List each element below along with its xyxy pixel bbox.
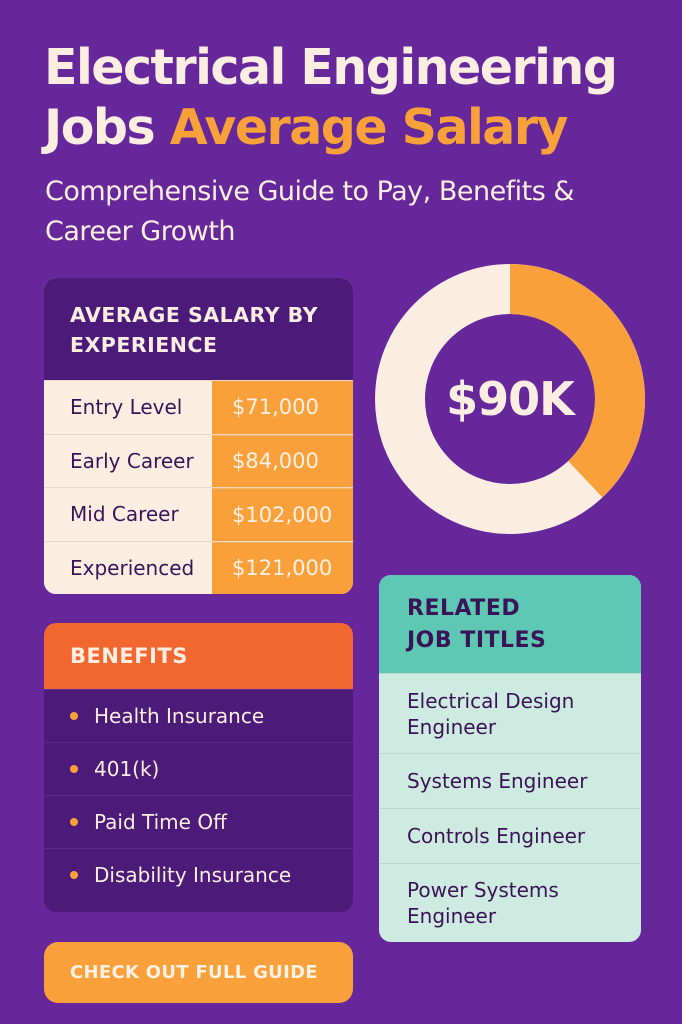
page-title xyxy=(44,38,664,158)
salary-level-label: Mid Career xyxy=(44,488,212,541)
salary-row xyxy=(44,487,353,541)
salary-amount: $102,000 xyxy=(212,488,353,541)
benefit-label: Disability Insurance xyxy=(94,863,292,887)
related-jobs-heading-text: RELATED JOB TITLES xyxy=(407,596,547,653)
salary-amount: $71,000 xyxy=(212,381,353,434)
salary-level-label: Early Career xyxy=(44,435,212,488)
salary-by-experience-card xyxy=(44,278,353,594)
related-job-titles-card xyxy=(379,575,641,942)
benefit-label: Health Insurance xyxy=(94,704,265,728)
salary-amount: $84,000 xyxy=(212,435,353,488)
check-out-full-guide-button[interactable]: CHECK OUT FULL GUIDE xyxy=(44,942,353,1003)
salary-row xyxy=(44,541,353,595)
benefit-label: 401(k) xyxy=(94,757,160,781)
salary-amount: $121,000 xyxy=(212,542,353,595)
salary-level-label: Entry Level xyxy=(44,381,212,434)
bullet-dot-icon xyxy=(70,818,78,826)
salary-row xyxy=(44,380,353,434)
benefit-label: Paid Time Off xyxy=(94,810,227,834)
salary-level-label: Experienced xyxy=(44,542,212,595)
salary-card-heading: AVERAGE SALARY BY EXPERIENCE xyxy=(44,278,353,380)
benefit-item xyxy=(44,848,353,901)
bullet-dot-icon xyxy=(70,765,78,773)
related-job-item: Electrical Design Engineer xyxy=(379,673,641,753)
related-jobs-heading xyxy=(379,575,641,673)
bullet-dot-icon xyxy=(70,712,78,720)
related-job-item: Controls Engineer xyxy=(379,808,641,863)
page-subtitle: Comprehensive Guide to Pay, Benefits & Career Growth xyxy=(45,176,574,247)
page-title-accent: Average Salary xyxy=(169,99,567,156)
related-job-item: Systems Engineer xyxy=(379,753,641,808)
donut-center-value: $90K xyxy=(446,372,574,426)
salary-row xyxy=(44,434,353,488)
page-title-main: Electrical Engineering Jobs xyxy=(44,39,617,156)
benefits-heading: BENEFITS xyxy=(44,623,353,689)
benefit-item xyxy=(44,742,353,795)
bullet-dot-icon xyxy=(70,871,78,879)
benefit-item xyxy=(44,689,353,742)
benefit-item xyxy=(44,795,353,848)
benefits-card xyxy=(44,623,353,912)
related-job-item: Power Systems Engineer xyxy=(379,863,641,941)
